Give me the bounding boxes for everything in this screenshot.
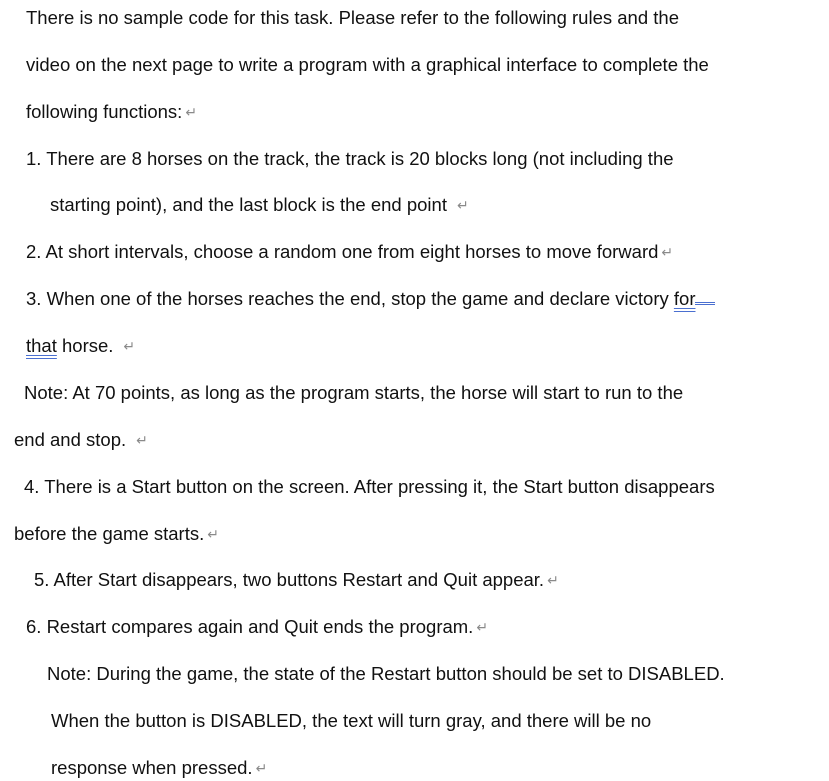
text-line-15: Note: During the game, the state of the Restart button should be set to DISABLED.	[47, 663, 725, 684]
text-line-7: 3. When one of the horses reaches the end, stop the game and declare victory for	[26, 288, 715, 310]
paragraph-mark-icon: ↵	[255, 760, 268, 776]
text-line-5: starting point), and the last block is the end point ↵	[50, 194, 469, 215]
paragraph-mark-icon: ↵	[547, 572, 559, 588]
paragraph-mark-icon: ↵	[136, 432, 148, 448]
text-line-6: 2. At short intervals, choose a random one from eight horses to move forward ↵	[26, 241, 674, 262]
text-line-11: 4. There is a Start button on the screen. After pressing it, the Start button disappears	[24, 476, 715, 497]
paragraph-mark-icon: ↵	[476, 619, 489, 635]
paragraph-mark-icon: ↵	[123, 338, 136, 354]
paragraph-mark-icon: ↵	[661, 244, 674, 260]
text-line-2: video on the next page to write a program with a graphical interface to complete the	[26, 54, 709, 75]
text-line-14: 6. Restart compares again and Quit ends the program. ↵	[26, 616, 489, 637]
grammar-underline[interactable]: for	[673, 288, 696, 309]
paragraph-mark-icon: ↵	[456, 197, 469, 213]
text-line-12: before the game starts. ↵	[14, 523, 219, 544]
text-line-3: following functions: ↵	[26, 101, 198, 122]
text-line-10: end and stop. ↵	[14, 429, 148, 450]
grammar-underline-tail	[695, 292, 715, 305]
text-line-16: When the button is DISABLED, the text will turn gray, and there will be no	[51, 710, 652, 731]
paragraph-mark-icon: ↵	[185, 104, 198, 120]
grammar-underline[interactable]: that	[26, 335, 57, 356]
text-line-9: Note: At 70 points, as long as the program starts, the horse will start to run to the	[24, 382, 684, 403]
text-line-1: There is no sample code for this task. Please refer to the following rules and the	[26, 7, 679, 28]
text-line-4: 1. There are 8 horses on the track, the track is 20 blocks long (not including the	[26, 148, 674, 169]
paragraph-mark-icon: ↵	[207, 526, 219, 542]
text-line-13: 5. After Start disappears, two buttons Restart and Quit appear. ↵	[34, 569, 559, 590]
text-line-17: response when pressed. ↵	[51, 757, 268, 778]
text-line-8: that horse. ↵	[26, 335, 136, 356]
